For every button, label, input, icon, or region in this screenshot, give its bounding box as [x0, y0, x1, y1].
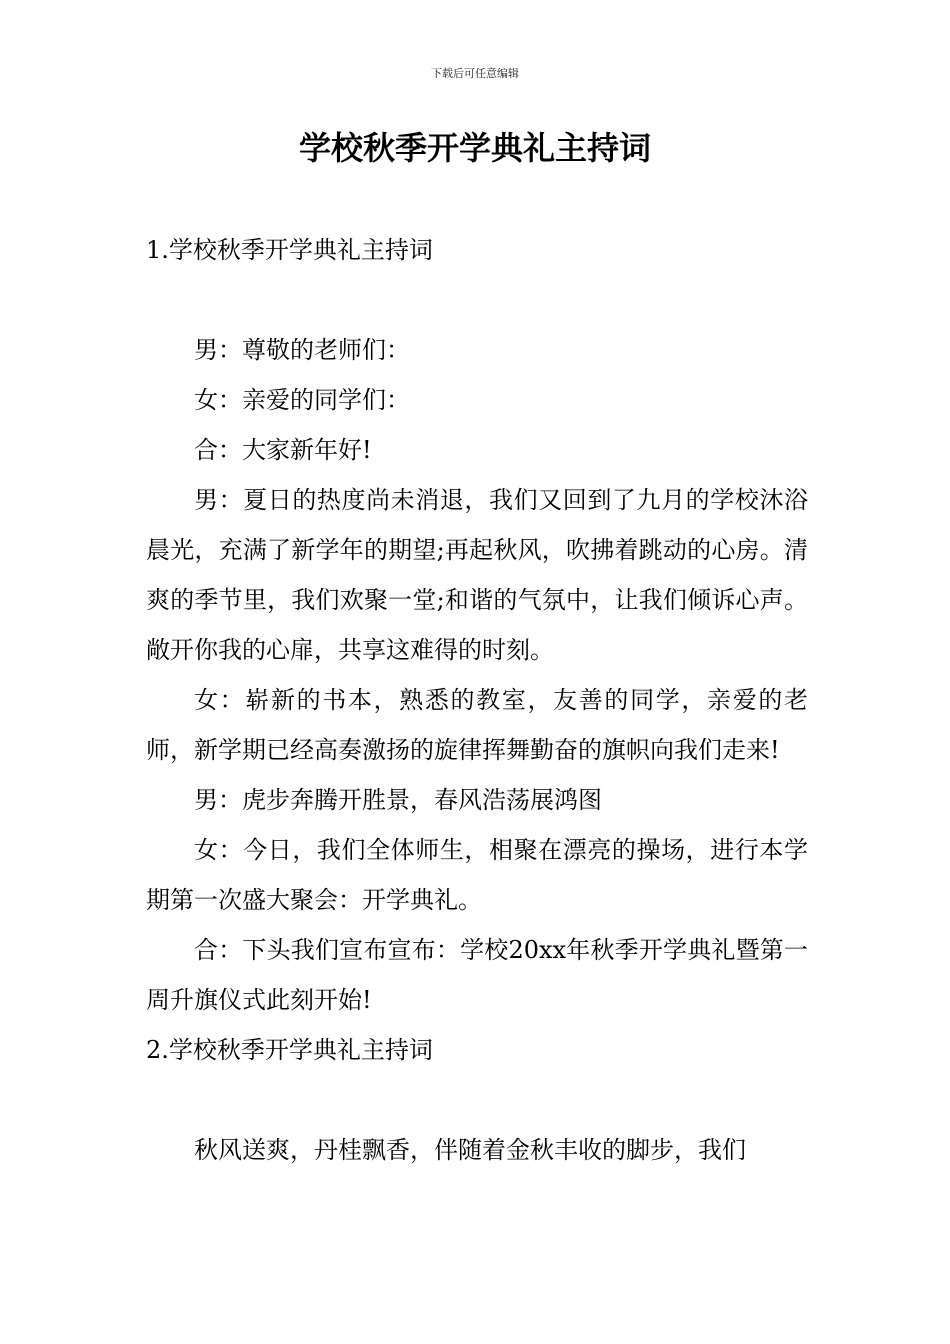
paragraph: 合：下头我们宣布宣布：学校20xx年秋季开学典礼暨第一周升旗仪式此刻开始!: [146, 936, 808, 1014]
paragraph: 男：夏日的热度尚未消退，我们又回到了九月的学校沐浴晨光，充满了新学年的期望;再起秋风，吹拂着跳动的心房。清爽的季节里，我们欢聚一堂;和谐的气氛中，让我们倾诉心声。敞开你我的心扉，共享这难得的时刻。: [146, 486, 808, 664]
paragraph: 合：大家新年好!: [194, 436, 372, 464]
document-title: 学校秋季开学典礼主持词: [298, 129, 651, 167]
paragraph: 男：尊敬的老师们：: [194, 336, 410, 364]
document-body: [146, 225, 808, 1175]
paragraph: 女：今日，我们全体师生，相聚在漂亮的操场，进行本学期第一次盛大聚会：开学典礼。: [146, 836, 808, 914]
section-heading: 2.学校秋季开学典礼主持词: [146, 1036, 433, 1064]
section-2: [146, 1025, 808, 1175]
paragraph: 女：崭新的书本，熟悉的教室，友善的同学，亲爱的老师，新学期已经高奏激扬的旋律挥舞勤奋的旗帜向我们走来!: [146, 686, 808, 764]
paragraph: 男：虎步奔腾开胜景，春风浩荡展鸿图: [194, 786, 602, 814]
section-1: [146, 225, 808, 1025]
section-heading: 1.学校秋季开学典礼主持词: [146, 236, 433, 264]
page-header-note: 下载后可任意编辑: [431, 67, 519, 80]
paragraph: 女：亲爱的同学们：: [194, 386, 410, 414]
paragraph: 秋风送爽，丹桂飘香，伴随着金秋丰收的脚步，我们: [194, 1136, 746, 1164]
